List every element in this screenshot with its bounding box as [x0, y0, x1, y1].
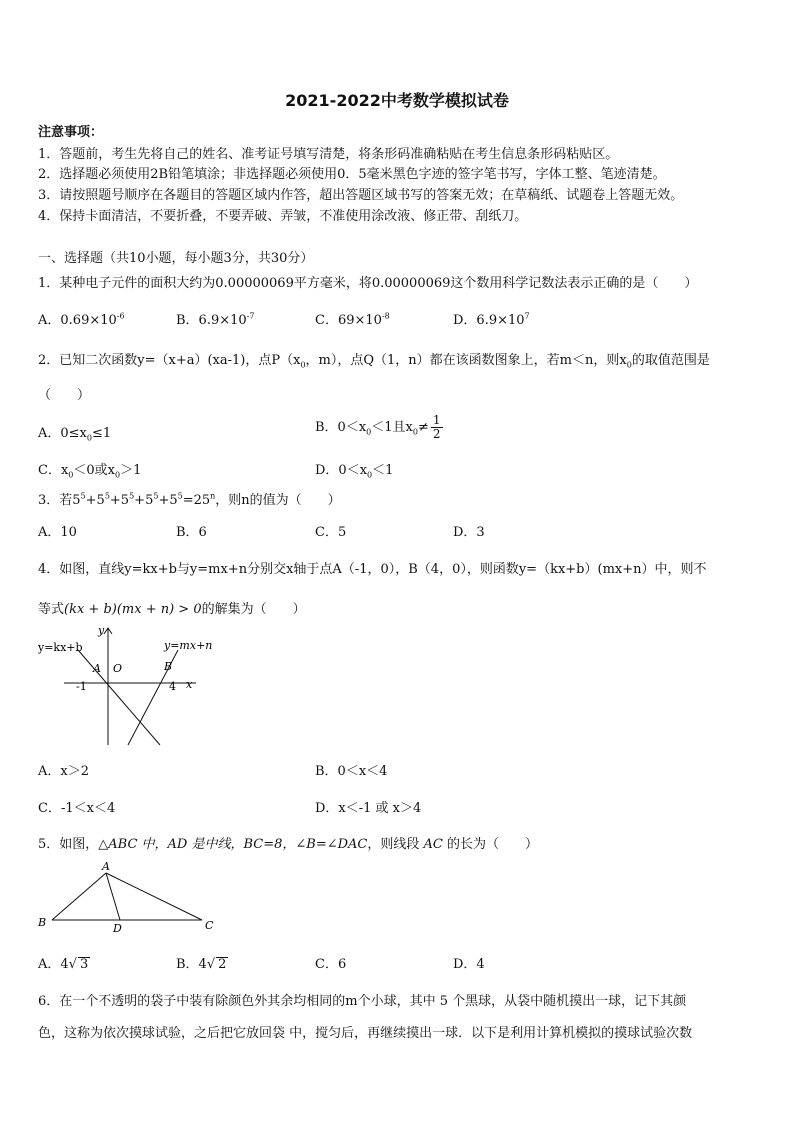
note-item: 4．保持卡面清洁，不要折叠，不要弄破、弄皱，不准使用涂改液、修正带、刮纸刀。 — [38, 209, 528, 224]
q3-option-b: B．6 — [176, 525, 207, 540]
origin-label: O — [113, 662, 123, 675]
question-4-stem: 4．如图，直线y=kx+b与y=mx+n分别交x轴于点A（-1，0），B（4，0），则函数y=（kx+b）(mx+n）中，则不 — [38, 562, 707, 577]
point-d-label: D — [113, 922, 122, 935]
tick-label: -1 — [76, 680, 87, 693]
q2-option-d: D．$0<x_0<1$ — [315, 463, 394, 480]
line-label-mx-n: y=mx+n — [164, 639, 213, 652]
q2-option-c: C．$x_0<0$或$x_0>1$ — [38, 463, 142, 480]
notes-heading: 注意事项： — [38, 125, 104, 140]
question-1-stem: 1．某种电子元件的面积大约为0.00000069平方毫米，将0.00000069这个数用科学记数法表示正确的是（ ） — [38, 276, 698, 291]
q5-option-b: B．4√ 2 — [176, 957, 227, 972]
x-axis-label: x — [186, 678, 193, 691]
q3-option-a: A．10 — [38, 525, 77, 540]
q3-option-c: C．5 — [315, 525, 347, 540]
y-axis-label: y — [98, 624, 105, 637]
section-heading: 一、选择题（共10小题，每小题3分，共30分） — [38, 251, 314, 266]
q5-option-c: C．6 — [315, 957, 347, 972]
vertex-a-label: A — [102, 860, 110, 873]
q2-option-b: B．$0<x_0<1$且$x_0\ne$ $\frac{1}{2}$ — [315, 413, 441, 441]
tick-label: 4 — [169, 680, 176, 693]
q1-option-c: C．$69\times 10^{-8}$ — [315, 311, 390, 328]
note-item: 2．选择题必须使用2B铅笔填涂；非选择题必须使用0．5毫米黑色字迹的签字笔书写，字体工整、笔迹清楚。 — [38, 167, 666, 182]
page-title: 2021-2022中考数学模拟试卷 — [285, 91, 509, 110]
q4-option-d: D．x＜-1 或 x＞4 — [315, 801, 422, 816]
q5-option-a: A．4√ 3 — [38, 957, 89, 972]
q4-option-c: C．-1＜x＜4 — [38, 801, 116, 816]
q4-option-a: A．x＞2 — [38, 764, 89, 779]
q5-option-d: D．4 — [453, 957, 485, 972]
point-a-label: A — [93, 662, 101, 675]
point-b-label: B — [164, 660, 173, 673]
note-item: 3．请按照题号顺序在各题目的答题区域内作答，超出答题区域书写的答案无效；在草稿纸、试题卷上答题无效。 — [38, 188, 684, 203]
vertex-c-label: C — [205, 919, 214, 932]
q2-option-a: A．$0\le x_0\le 1$ — [38, 426, 112, 443]
q1-option-d: D．$6.9\times 10^7$ — [453, 311, 530, 328]
question-6-line-1: 6．在一个不透明的袋子中装有除颜色外其余均相同的m个小球，其中 5 个黑球，从袋中随机摸出一球，记下其颜 — [38, 994, 687, 1009]
question-2-stem: 2．已知二次函数y=（x+a）(xa-1)，点$P(x_0$，m），点Q（1，n）都在该函数图象上，若m＜n，则$x_0$的取值范围是 — [38, 353, 710, 370]
question-4-stem-2: 等式(kx + b)(mx + n) > 0的解集为（ ） — [38, 602, 306, 617]
note-item: 1．答题前，考生先将自己的姓名、准考证号填写清楚，将条形码准确粘贴在考生信息条形码粘贴区。 — [38, 147, 619, 162]
vertex-b-label: B — [38, 916, 47, 929]
q3-option-d: D．3 — [453, 525, 485, 540]
q5-triangle-figure — [34, 858, 224, 938]
question-6-line-2: 色，这称为依次摸球试验，之后把它放回袋 中，搅匀后，再继续摸出一球．以下是利用计算机模拟的摸球试验次数 — [38, 1026, 693, 1041]
question-3-stem: 3．若$5^5+5^5+5^5+5^5+5^5=25^n$，则n的值为（ ） — [38, 491, 341, 508]
q4-option-b: B．0＜x＜4 — [315, 764, 388, 779]
q1-option-a: A．$0.69\times 10^{-6}$ — [38, 311, 125, 328]
q4-graph-figure — [36, 620, 236, 750]
line-label-kx-b: y=kx+b — [38, 641, 83, 654]
question-5-stem: 5．如图，△ABC 中，AD 是中线，BC=8，∠B=∠DAC，则线段 AC 的长为（ ） — [38, 837, 539, 852]
q1-option-b: B．$6.9\times 10^{-7}$ — [176, 311, 255, 328]
fraction: $\frac{1}{2}$ — [432, 413, 441, 441]
question-2-paren: （ ） — [38, 388, 91, 403]
